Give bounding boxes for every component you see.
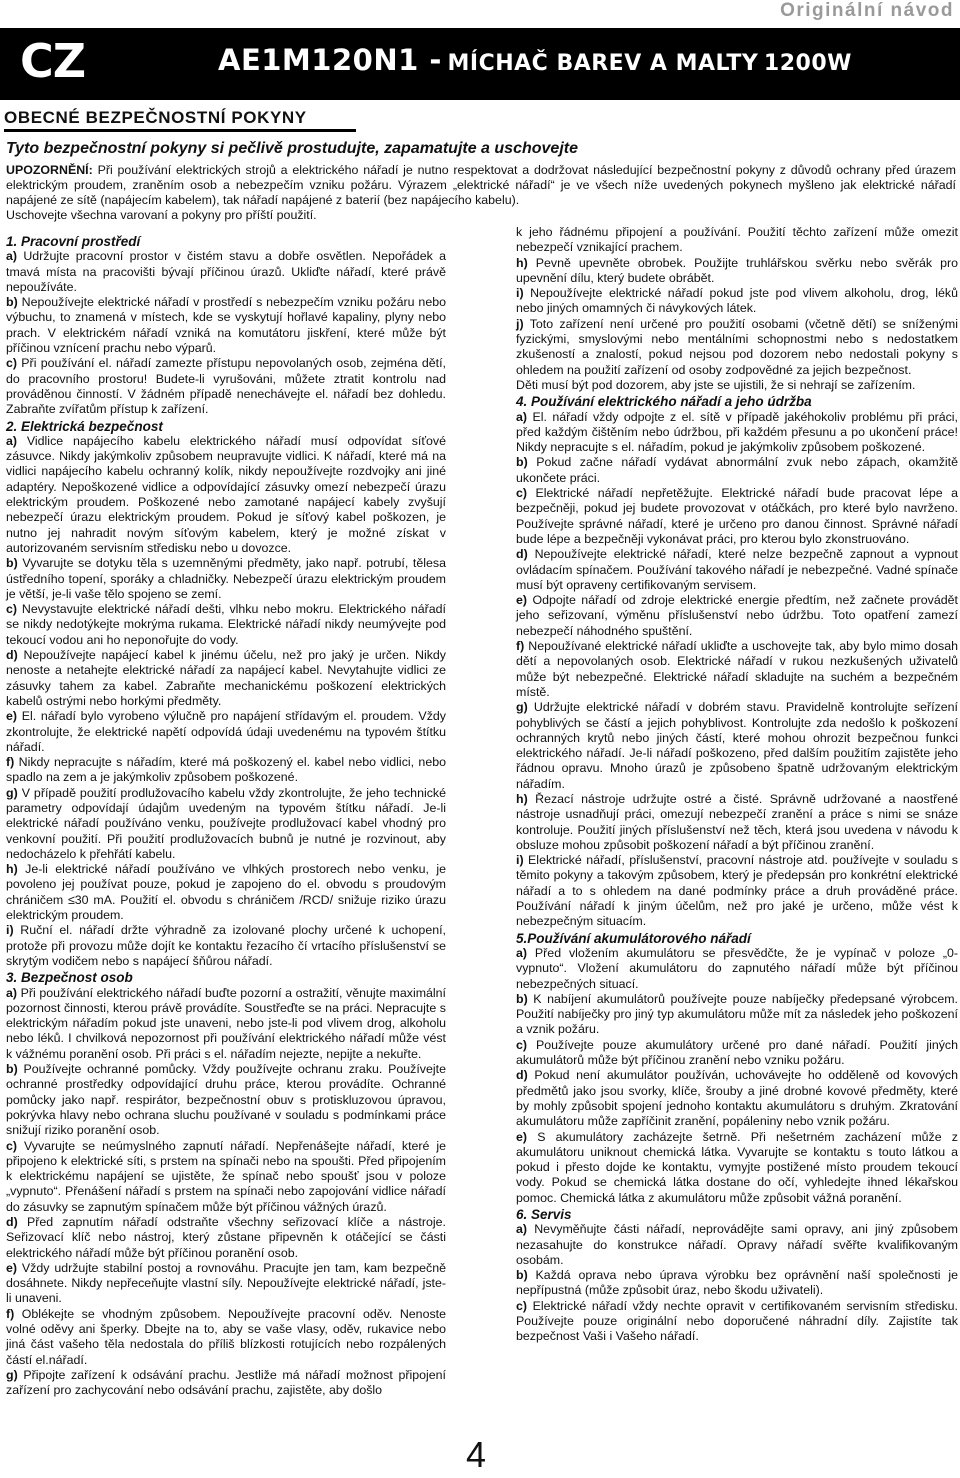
item-letter: i) xyxy=(516,286,524,301)
subsection-heading: 4. Používání elektrického nářadí a jeho údržba xyxy=(516,394,812,410)
item-text: K nabíjení akumulátorů používejte pouze nabíječky předepsané výrobcem. Použití nabíječky pro jiný typ akumulátoru může mít za následek jeho poškození a vznik požáru. xyxy=(516,991,958,1037)
instruction-item xyxy=(516,547,958,593)
item-letter: e) xyxy=(6,1260,18,1275)
power-rating: 1200W xyxy=(763,51,852,76)
item-text: Vyvarujte se dotyku těla s uzemněnými předměty, jako např. potrubí, tělesa ústředního topení, sporáky a chladničky. Nebezpečí úrazu elektrickým proudem je větší, je-li vaše tělo spojeno se zemí. xyxy=(6,556,446,601)
item-text: Nepoužívejte elektrické nářadí pokud jste pod vlivem alkoholu, drog, léků nebo jiných omamných či návykových látek. xyxy=(516,286,958,316)
item-text: Nikdy nepracujte s nářadím, které má poškozený el. kabel nebo vidlici, nebo spadlo na zem a je jakýmkoliv způsobem poškozené. xyxy=(6,755,446,785)
item-text: Každá oprava nebo úprava výrobku bez oprávnění naší společnosti je nepřípustná (může způsobit úraz, nebo škodu uživateli). xyxy=(516,1268,958,1298)
item-text: Udržujte pracovní prostor v čistém stavu a dobře osvětlen. Nepořádek a tmavá místa na pracovišti bývají příčinou úrazů. Ukliďte nářadí, které právě nepoužíváte. xyxy=(6,249,446,294)
instruction-item xyxy=(6,556,446,602)
instruction-item xyxy=(516,410,958,456)
item-text: Je-li elektrické nářadí používáno ve vlhkých prostorech nebo venku, je povoleno jej používat pouze, pokud je zapojeno do el. obvodu s proudovým chráničem ≤30 mA. Použití el. obvodu s chráničem /RCD/ snižuje riziko úrazu elektrickým proudem. xyxy=(6,862,446,923)
instruction-item xyxy=(516,1068,958,1129)
intro-block xyxy=(6,163,956,223)
item-text: El. nářadí bylo vyrobeno výlučně pro napájení střídavým el. proudem. Vždy zkontrolujte, že elektrické napětí odpovídá údaji uvedenému na typovém štítku nářadí. xyxy=(6,709,446,754)
instruction-item xyxy=(6,295,446,356)
instruction-item xyxy=(6,923,446,969)
instruction-item xyxy=(516,378,958,393)
instruction-item xyxy=(516,1038,958,1069)
item-letter: c) xyxy=(516,486,528,501)
right-column xyxy=(516,225,958,1345)
instruction-item xyxy=(516,486,958,547)
warning-label: UPOZORNĚNÍ: xyxy=(6,163,93,177)
instruction-item xyxy=(6,755,446,786)
item-text: Nepoužívejte napájecí kabel k jinému účelu, než pro jaký je určen. Nikdy nenoste a netahejte elektrické nářadí za napájecí kabel. Nevytahujte vidlici ze zásuvky tahem za kabel. Zabraňte mechanickému poškození elektrických kabelů ostrými nebo horkými předměty. xyxy=(6,648,446,708)
item-text: Nepoužívané elektrické nářadí ukliďte a uschovejte tak, aby bylo mimo dosah dětí a nepovolaných osob. Elektrické nářadí v rukou nezkušených uživatelů může být nebezpečné. Elektrické nářadí skladujte na suchém a bezpečném místě. xyxy=(516,639,958,699)
instruction-item xyxy=(6,786,446,862)
instruction-item xyxy=(516,317,958,378)
warning-text: Při používání elektrických strojů a elektrického nářadí je nutno respektovat a dodržovat následující bezpečnostní pokyny z důvodů ochrany před úrazem elektrickým proudem, zraněním osob a nebezpečím vzniku požáru. Výrazem „elektrické nářadí“ je ve všech níže uvedených pokynech myšleno jak elektrické nářadí napájené ze sítě (napájecím kabelem), tak nářadí napájené z baterií (bez napájecího kabelu). xyxy=(6,163,957,207)
item-letter: c) xyxy=(516,1037,528,1052)
item-text: Nevyměňujte části nářadí, neprovádějte sami opravy, ani jiný způsobem nezasahujte do konstrukce nářadí. Opravy nářadí svěřte kvalifikovaným osobám. xyxy=(516,1222,958,1267)
instruction-item xyxy=(516,792,958,853)
item-letter: j) xyxy=(516,316,524,331)
instruction-item xyxy=(516,256,958,287)
item-letter: c) xyxy=(516,1298,528,1313)
instruction-item xyxy=(516,853,958,929)
item-letter: g) xyxy=(6,1367,18,1382)
item-letter: b) xyxy=(516,1268,528,1283)
item-letter: c) xyxy=(6,602,18,617)
instruction-item xyxy=(516,1299,958,1345)
item-letter: g) xyxy=(6,785,18,800)
instruction-item xyxy=(6,356,446,417)
instruction-item xyxy=(6,434,446,556)
item-letter: b) xyxy=(6,295,18,310)
item-letter: b) xyxy=(6,1062,18,1077)
subsection-heading: 6. Servis xyxy=(516,1207,572,1222)
subsection-heading: 2. Elektrická bezpečnost xyxy=(6,418,163,434)
item-text: Nepoužívejte elektrické nářadí v prostředí s nebezpečím vzniku požáru nebo výbuchu, to znamená v místech, kde se vyskytují hořlavé kapaliny, plyny nebo prach. V elektrickém nářadí vzniká na komutátoru jiskření, které může být příčinou vznícení prachu nebo výparů. xyxy=(6,295,446,356)
item-letter: a) xyxy=(6,249,18,264)
item-letter: c) xyxy=(6,1138,18,1153)
item-text: Elektrické nářadí nepřetěžujte. Elektrické nářadí bude pracovat lépe a bezpečněji, pokud jej budete provozovat v otáčkách, pro které bylo navrženo. Používejte správné nářadí, které je určeno pro danou činnost. Správné nářadí bude lépe a bezpečněji vykonávat práci, pro kterou bylo zkonstruováno. xyxy=(516,486,959,546)
item-text: Ruční el. nářadí držte výhradně za izolované plochy určené k uchopení, protože při provozu může dojít ke kontaktu řezacího čí vrtacího příslušenství se skrytým vodičem nebo s napájecí šňůrou nářadí. xyxy=(6,923,446,968)
item-letter: h) xyxy=(6,862,18,877)
item-text: Při používání elektrického nářadí buďte pozorní a ostražití, věnujte maximální pozornost činnosti, kterou právě provádíte. Soustřeďte se na práci. Nepracujte s elektrickým nářadím pokud jste unaveni, nebo jste-li pod vlivem drog, alkoholu nebo léků. I chvilková nepozornost při používání elektrického nářadí může vést k vážnému poranění osob. Při práci s el. nářadím nejezte, nepijte a nekuřte. xyxy=(6,985,447,1061)
instruction-item xyxy=(6,648,446,709)
item-letter: e) xyxy=(6,709,18,724)
item-text: Toto zařízení není určené pro použití osobami (včetně dětí) se sníženými fyzickými, smyslovými nebo mentálními schopnostmi nebo s nedostatkem zkušeností a znalostí, pokud nejsou pod dozorem nebo nedostali pokyny s ohledem na použití zařízení od osoby zodpovědné za jejich bezpečnost. xyxy=(516,316,958,377)
item-text: Při používání el. nářadí zamezte přístupu nepovolaných osob, zejména dětí, do pracovního prostoru! Budete-li vyrušováni, můžete ztratit kontrolu nad prováděnou činností. V žádném případě nenechávejte el. nářadí bez dohledu. Zabraňte zvířatům přístup k zařízení. xyxy=(6,356,446,417)
item-text: Řezací nástroje udržujte ostré a čisté. Správně udržované a naostřené nástroje usnadňují práci, omezují nebezpečí zranění a práce s nimi se snáze kontroluje. Použití jiných příslušenství než těch, která jsou uvedena v návodu k obsluze mohou způsobit poškození nářadí a být příčinou zranění. xyxy=(516,791,958,852)
model-number: AE1M120N1 - xyxy=(218,43,442,77)
item-letter: b) xyxy=(516,455,528,470)
instruction-item xyxy=(516,1268,958,1299)
original-manual-label: Originální návod xyxy=(780,0,954,21)
item-letter: c) xyxy=(6,356,18,371)
item-text: Používejte ochranné pomůcky. Vždy používejte ochranu zraku. Používejte ochranné prostředky odpovídající druhu práce, kterou provádíte. Ochranné pomůcky jako např. respirátor, bezpečnostní obuv s protiskluzovou úpravou, pokrývka hlavy nebo ochrana sluchu používané v souladu s podmínkami práce snižují riziko poranění osob. xyxy=(6,1062,446,1138)
instruction-item xyxy=(6,1062,446,1138)
intro-title: Tyto bezpečnostní pokyny si pečlivě prostudujte, zapamatujte a uschovejte xyxy=(6,140,578,157)
intro-keep: Uschovejte všechna varovaní a pokyny pro příští použití. xyxy=(6,208,317,222)
item-text: El. nářadí vždy odpojte z el. sítě v případě jakéhokoliv problému při práci, před každým čištěním nebo údržbou, při každém přesunu a po ukončení práce! Nikdy nepracujte s el. nářadím, pokud je jakýmkoliv způsobem poškozené. xyxy=(516,409,958,455)
item-text: Vždy udržujte stabilní postoj a rovnováhu. Pracujte jen tam, kam bezpečně dosáhnete. Nikdy nepřeceňujte vlastní síly. Nepoužívejte elektrické nářadí, jste-li unaveni. xyxy=(6,1260,446,1306)
item-letter: h) xyxy=(516,255,528,270)
item-letter: d) xyxy=(6,648,18,663)
item-text: V případě použití prodlužovacího kabelu vždy zkontrolujte, že jeho technické parametry odpovídají údajům uvedeným na typovém štítku nářadí. Je-li elektrické nářadí používáno venku, používejte prodlužovací kabel vhodný pro venkovní použití. Při použití prodlužovacích bubnů je nutné je rozvinout, aby nedocházelo k přehřátí kabelu. xyxy=(6,785,446,861)
item-letter: b) xyxy=(6,556,18,571)
item-letter: b) xyxy=(516,991,528,1006)
item-text: Děti musí být pod dozorem, aby jste se ujistili, že si nehrají se zařízením. xyxy=(516,377,916,392)
item-text: Odpojte nářadí od zdroje elektrické energie předtím, než začnete provádět jeho seřizovaní, výměnu příslušenství nebo údržbu. Toto opatření zamezí nebezpečí náhodného spuštění. xyxy=(516,593,958,638)
item-text: Pevně upevněte obrobek. Použijte truhlářskou svěrku nebo svěrák pro upevnění dílu, který budete obrábět. xyxy=(516,255,958,285)
item-letter: g) xyxy=(516,700,528,715)
item-letter: i) xyxy=(516,853,524,868)
product-name: MÍCHAČ BAREV A MALTY xyxy=(447,51,759,76)
page-number: 4 xyxy=(466,1434,487,1475)
item-letter: a) xyxy=(516,1222,528,1237)
language-code: CZ xyxy=(20,34,86,88)
item-text: Pokud není akumulátor používán, uchovávejte ho odděleně od kovových předmětů jako jsou svorky, klíče, šrouby a jiné drobné kovové předměty, které by mohly způsobit spojení jednoho kontaktu akumulátoru s druhým. Zkratování akumulátoru může zapříčinit zranění, popáleniny nebo vznik požáru. xyxy=(516,1068,958,1129)
instruction-item xyxy=(6,1307,446,1368)
instruction-item xyxy=(6,1261,446,1307)
item-text: Elektrické nářadí, příslušenství, pracovní nástroje atd. používejte v souladu s těmito pokyny a takovým způsobem, který je předepsán pro konkrétní elektrické nářadí a to s ohledem na dané podmínky práce a druh prováděné práce. Používání nářadí k jiným účelům, než pro jaké je určeno, může vést k nebezpečným situacím. xyxy=(516,853,958,929)
subsection-heading: 1. Pracovní prostředí xyxy=(6,234,141,249)
item-text: Udržujte elektrické nářadí v dobrém stavu. Pravidelně kontrolujte seřízení pohyblivých se částí a jejich pohyblivost. Kontrolujte zda nedošlo k poškození ochranných krytů nebo jiných částí, které mohou ohrozit bezpečnou funkci elektrického nářadí. Je-li nářadí poškozeno, před dalším použitím zajistěte jeho řádnou opravu. Mnoho úrazů je způsobeno špatně udržovaným elektrickým nářadím. xyxy=(516,700,958,791)
item-letter: e) xyxy=(516,593,528,608)
item-text: Připojte zařízení k odsávání prachu. Jestliže má nářadí možnost připojení zařízení pro zachycování nebo odsávání prachu, zajistěte, aby došlo xyxy=(6,1367,446,1398)
instruction-item xyxy=(516,225,958,256)
item-letter: f) xyxy=(6,755,15,770)
item-letter: a) xyxy=(516,409,528,424)
item-letter: a) xyxy=(6,985,18,1000)
item-text: Před zapnutím nářadí odstraňte všechny seřizovací klíče a nástroje. Seřizovací klíč nebo nástroj, který zůstane připevněn k otáčející se části elektrického nářadí může být příčinou poranění osob. xyxy=(6,1215,446,1260)
item-text: Vyvarujte se neúmyslného zapnutí nářadí. Nepřenášejte nářadí, které je připojeno k elektrické síti, s prstem na spínači nebo na spoušti. Před připojením k elektrickému napájení se ujistěte, že spínač nebo spoušť jsou v poloze „vypnuto“. Přenášení nářadí s prstem na spínači nebo zapojování vidlice nářadí do zásuvky se zapnutým spínačem může být příčinou vážných úrazů. xyxy=(6,1138,446,1214)
item-letter: a) xyxy=(6,433,18,448)
item-text: Elektrické nářadí vždy nechte opravit v certifikovaném servisním středisku. Používejte pouze originální nebo doporučené náhradní díly. Zajistíte tak bezpečnost Vaši i Vašeho nářadí. xyxy=(516,1298,958,1344)
item-text: Používejte pouze akumulátory určené pro dané nářadí. Použití jiných akumulátorů může být příčinou zranění nebo vzniku požáru. xyxy=(516,1037,958,1068)
instruction-item xyxy=(6,1215,446,1261)
instruction-item xyxy=(6,1368,446,1399)
intro-warning xyxy=(6,163,956,208)
instruction-item xyxy=(6,602,446,648)
instruction-item xyxy=(516,1130,958,1206)
item-text: Nevystavujte elektrické nářadí dešti, vlhku nebo mokru. Elektrického nářadí se nikdy nedotýkejte mokrýma rukama. Elektrické nářadí nikdy neumývejte pod tekoucí vodou ani ho neponořujte do vody. xyxy=(6,602,446,647)
item-letter: e) xyxy=(516,1129,528,1144)
item-text: Před vložením akumulátoru se přesvědčte, že je vypínač v poloze „0-vypnuto“. Vložení akumulátoru do zapnutého nářadí může být příčinou nebezpečných situací. xyxy=(516,945,958,991)
item-letter: d) xyxy=(6,1215,18,1229)
instruction-item xyxy=(6,1139,446,1215)
item-letter: a) xyxy=(516,945,528,960)
instruction-item xyxy=(6,862,446,923)
item-text: Oblékejte se vhodným způsobem. Nepoužívejte pracovní oděv. Nenoste volné oděvy ani šperky. Dbejte na to, aby se vaše vlasy, oděv, rukavice nebo jiná část vašeho těla nedostala do příliš blízkosti rotujících nebo rozpálených částí el.nářadí. xyxy=(6,1306,446,1367)
item-letter: i) xyxy=(6,923,14,938)
item-letter: d) xyxy=(516,1068,528,1083)
instruction-item xyxy=(516,455,958,486)
subsection-heading: 5.Používání akumulátorového nářadí xyxy=(516,930,751,946)
item-text: Nepoužívejte elektrické nářadí, které nelze bezpečně zapnout a vypnout ovládacím spínačem. Používání takového nářadí je nebezpečné. Vadné spínače musí být opraveny certifikovaným servisem. xyxy=(516,547,958,592)
instruction-item xyxy=(6,986,446,1062)
subsection-heading: 3. Bezpečnost osob xyxy=(6,970,133,986)
left-column xyxy=(6,233,446,1399)
item-letter: h) xyxy=(516,791,528,806)
instruction-item xyxy=(516,593,958,639)
item-letter: f) xyxy=(516,639,525,654)
instruction-item xyxy=(6,249,446,295)
item-text: S akumulátory zacházejte šetrně. Při nešetrném zacházení může z akumulátoru uniknout chemická látka. Vyvarujte se kontaktu s touto látkou a pokud i přesto dojde ke kontaktu, vymyjte postižené místo proudem tekoucí vody. Pokud se chemická látka dostane do očí, vyhledejte ihned lékařskou pomoc. Chemická látka z akumulátoru může způsobit vážná poranění. xyxy=(516,1129,958,1205)
instruction-item xyxy=(6,709,446,755)
product-title xyxy=(218,43,852,77)
instruction-item xyxy=(516,286,958,317)
section-title: OBECNÉ BEZPEČNOSTNÍ POKYNY xyxy=(4,108,356,132)
item-text: Vidlice napájecího kabelu elektrického nářadí musí odpovídat síťové zásuvce. Nikdy jakýmkoliv způsobem neupravujte vidlici. K nářadí, které má na vidlici napájecího kabelu ochranný kolík, nikdy nepoužívejte rozdvojky ani jiné adaptéry. Nepoškozené vidlice a odpovídající zásuvky omezí nebezpečí úrazu elektrickým proudem. Poškozené nebo zamotané napájecí kabely zvyšují nebezpečí úrazu elektrickým proudem. Pokud je síťový kabel poškozen, je nutno jej nahradit novým síťovým kabelem, který je možné získat v autorizovaném servisním středisku nebo u dovozce. xyxy=(6,433,446,555)
item-letter: d) xyxy=(516,547,528,562)
instruction-item xyxy=(516,946,958,992)
item-letter: f) xyxy=(6,1306,15,1321)
instruction-item xyxy=(516,700,958,792)
instruction-item xyxy=(516,639,958,700)
instruction-item xyxy=(516,992,958,1038)
instruction-item xyxy=(516,1222,958,1268)
item-text: Pokud začne nářadí vydávat abnormální zvuk nebo zápach, okamžitě ukončete práci. xyxy=(516,455,958,485)
item-text: k jeho řádnému připojení a používání. Použití těchto zařízení může omezit nebezpečí vznikající prachem. xyxy=(516,225,958,255)
